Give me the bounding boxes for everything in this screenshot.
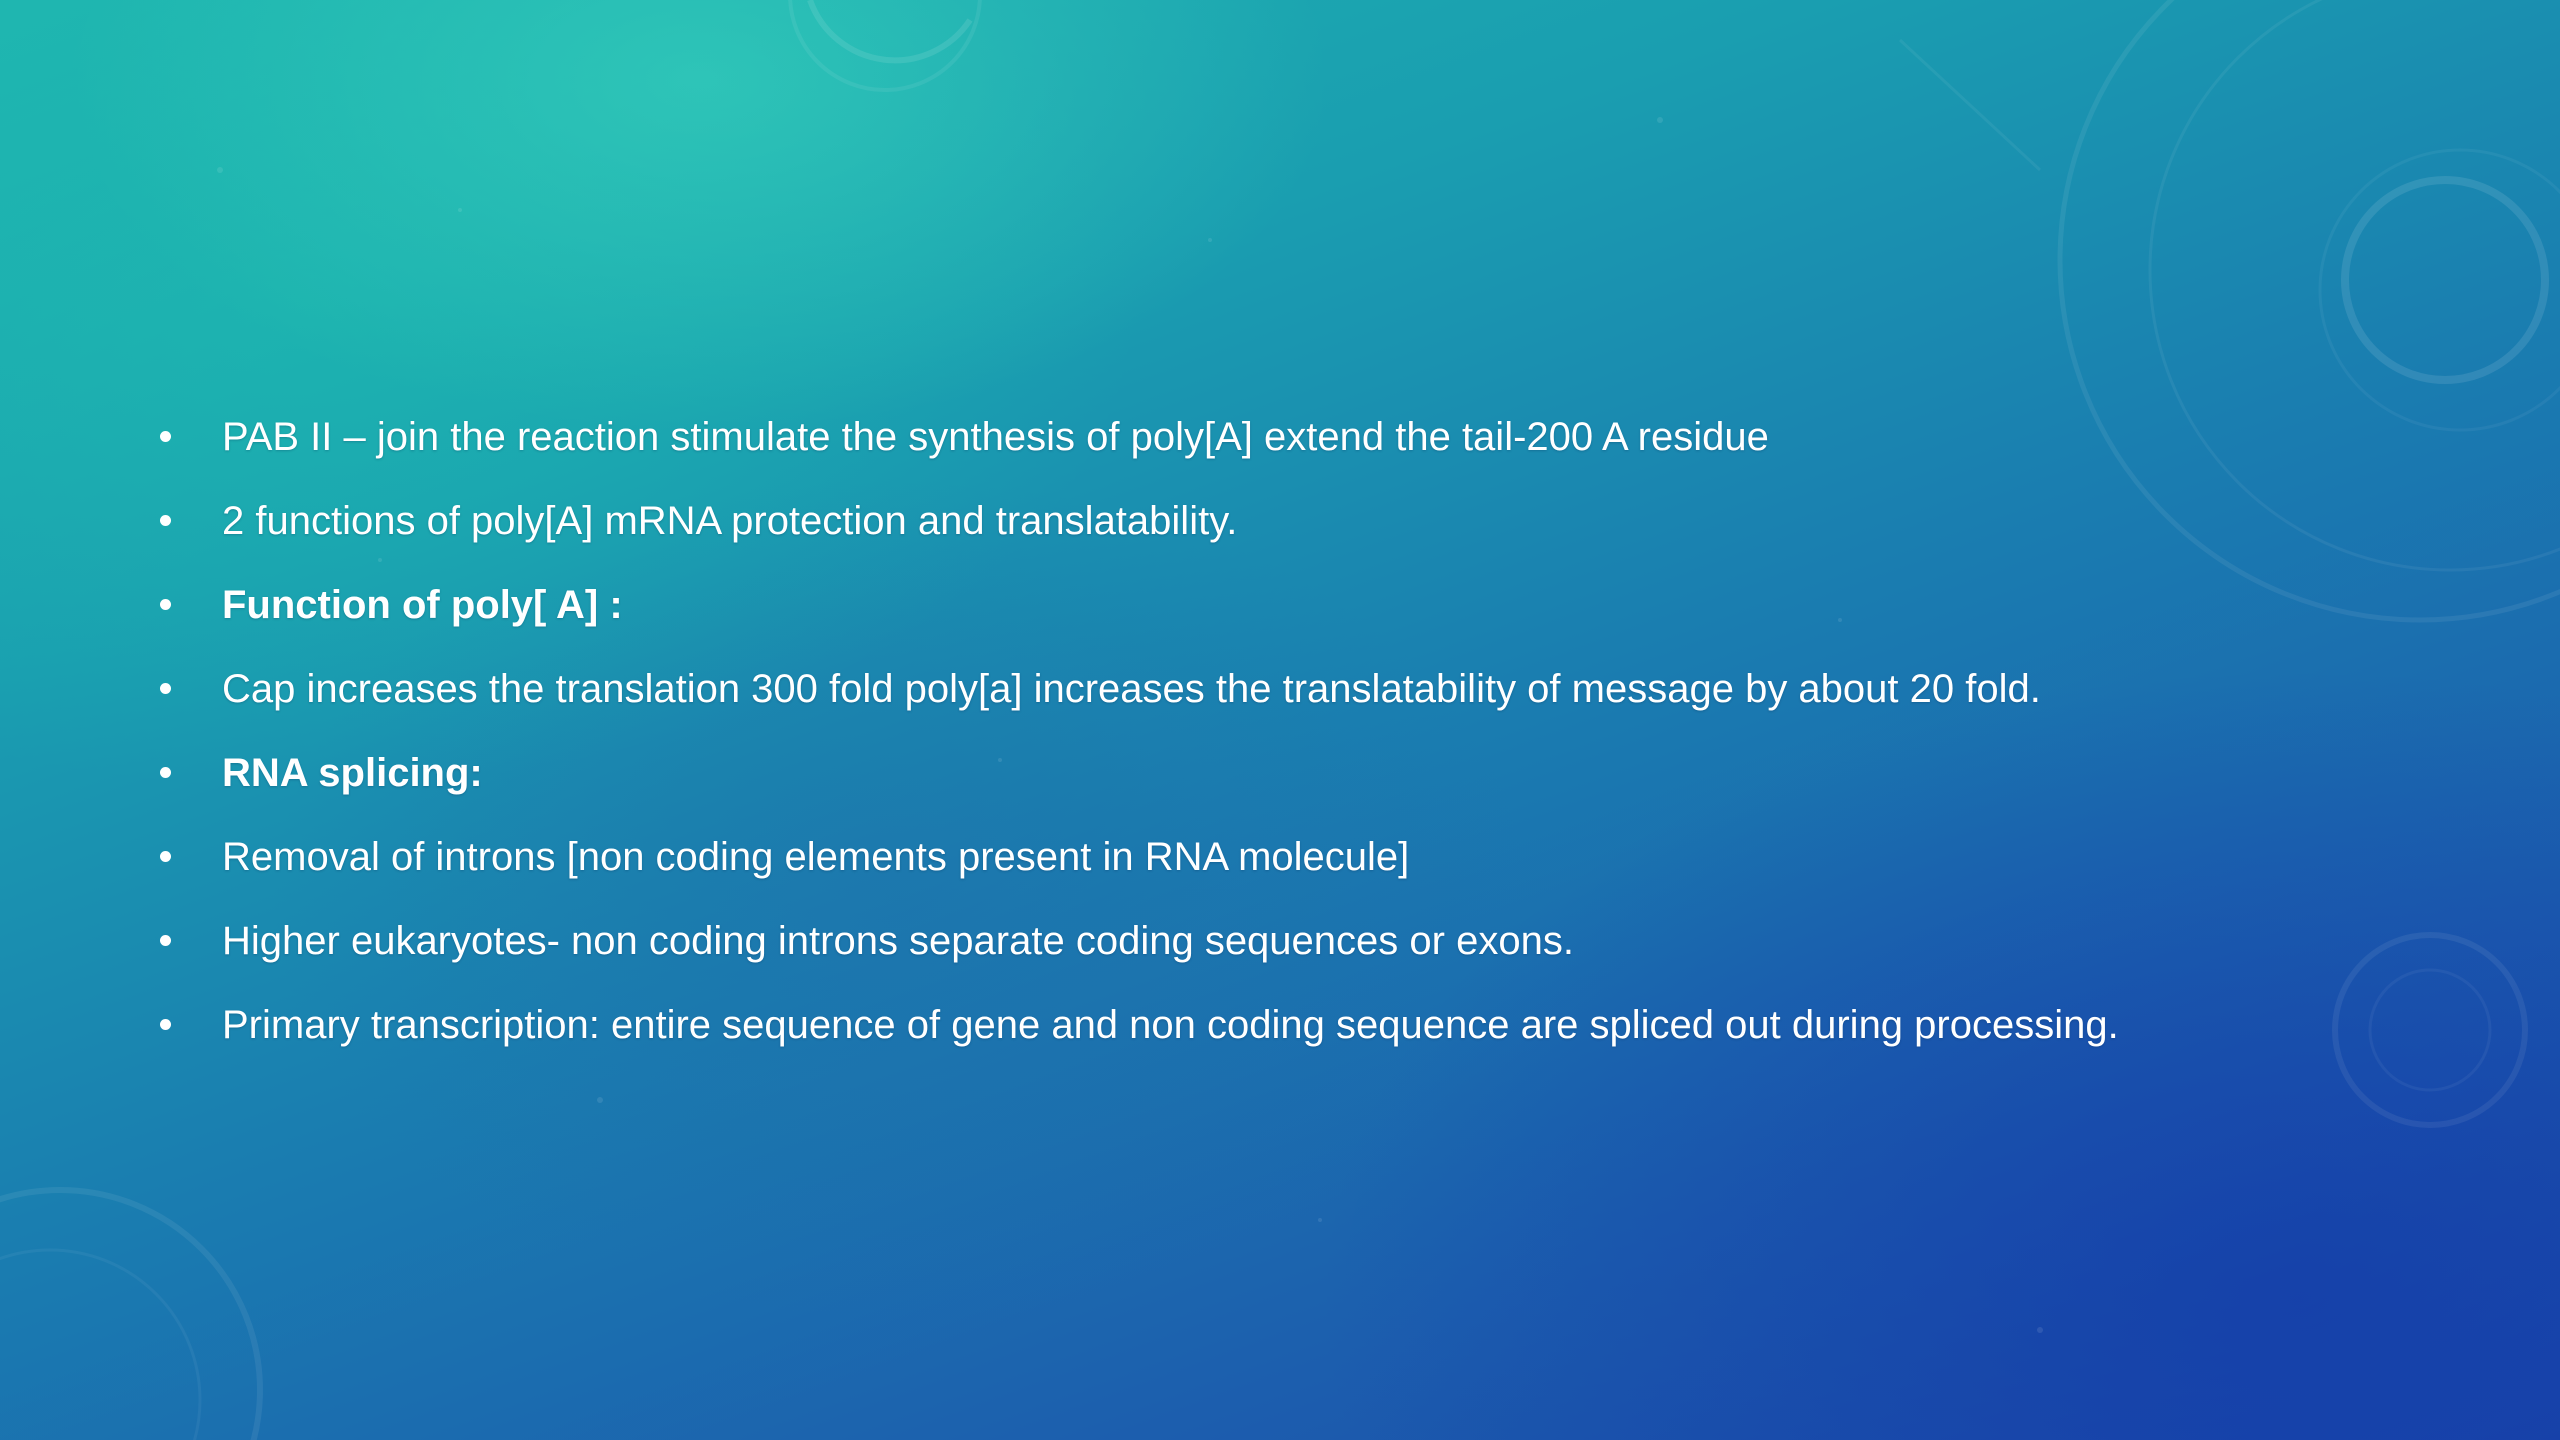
bullet-text: PAB II – join the reaction stimulate the synthesis of poly[A] extend the tail-200 A residue bbox=[222, 415, 1769, 459]
bullet-item-higher-eukaryotes bbox=[160, 912, 2280, 970]
bullet-item-function-heading bbox=[160, 576, 2280, 634]
bullet-item-two-functions bbox=[160, 492, 2280, 550]
bullet-dot-icon bbox=[160, 1019, 171, 1030]
bullet-dot-icon bbox=[160, 767, 171, 778]
bullet-text: 2 functions of poly[A] mRNA protection and translatability. bbox=[222, 499, 1238, 543]
bullet-dot-icon bbox=[160, 599, 171, 610]
bullet-list bbox=[160, 408, 2280, 1080]
bullet-item-removal-introns bbox=[160, 828, 2280, 886]
bullet-item-pab-ii bbox=[160, 408, 2280, 466]
bullet-text: Primary transcription: entire sequence of gene and non coding sequence are spliced out during processing. bbox=[222, 1003, 2119, 1047]
bullet-text: Removal of introns [non coding elements present in RNA molecule] bbox=[222, 835, 1410, 879]
bullet-dot-icon bbox=[160, 851, 171, 862]
bullet-dot-icon bbox=[160, 431, 171, 442]
bullet-item-primary-transcription bbox=[160, 996, 2280, 1054]
bullet-text: Function of poly[ A] : bbox=[222, 583, 623, 627]
bullet-text: Higher eukaryotes- non coding introns separate coding sequences or exons. bbox=[222, 919, 1574, 963]
bullet-text: Cap increases the translation 300 fold poly[a] increases the translatability of message by about 20 fold. bbox=[222, 667, 2041, 711]
bullet-item-rna-splicing-heading bbox=[160, 744, 2280, 802]
bullet-dot-icon bbox=[160, 683, 171, 694]
bullet-dot-icon bbox=[160, 935, 171, 946]
bullet-dot-icon bbox=[160, 515, 171, 526]
bullet-text: RNA splicing: bbox=[222, 751, 483, 795]
bullet-item-cap-translation bbox=[160, 660, 2280, 718]
